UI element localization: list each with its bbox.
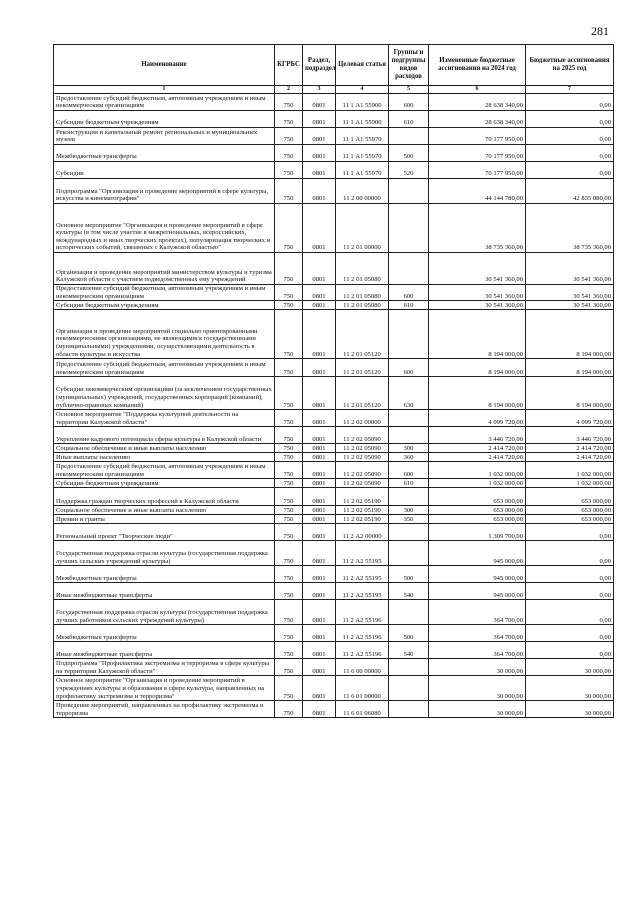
row-amount-2024: 30 541 360,00 bbox=[429, 301, 526, 310]
row-razdel: 0801 bbox=[303, 128, 336, 145]
row-name: Подпрограмма "Профилактика экстремизма и терроризма в сфере культуры на территории Калужской области" bbox=[54, 659, 275, 676]
row-vid-rashodov bbox=[389, 410, 429, 427]
row-cs-program: 11 2 02 05090 bbox=[336, 462, 389, 479]
row-kgrbs: 750 bbox=[275, 377, 303, 410]
row-name: Реконструкция и капитальный ремонт региональных и муниципальных музеев bbox=[54, 128, 275, 145]
row-name: Основное мероприятие "Поддержка культурной деятельности на территории Калужской области" bbox=[54, 410, 275, 427]
table-row bbox=[54, 359, 614, 377]
table-row bbox=[54, 479, 614, 488]
row-name: Социальное обеспечение и иные выплаты населению bbox=[54, 506, 275, 515]
row-name: Предоставление субсидий бюджетным, автономным учреждениям и иным некоммерческим организациям bbox=[54, 94, 275, 111]
table-row bbox=[54, 625, 614, 642]
row-amount-2024: 70 177 950,00 bbox=[429, 145, 526, 162]
row-cs-program: 11 2 01 05120 bbox=[336, 359, 389, 377]
row-cs-program: 11 2 01 05080 bbox=[336, 301, 389, 310]
row-razdel: 0801 bbox=[303, 583, 336, 600]
table-row bbox=[54, 583, 614, 600]
row-kgrbs: 750 bbox=[275, 488, 303, 506]
row-name: Межбюджетные трансферты bbox=[54, 566, 275, 583]
table-row bbox=[54, 128, 614, 145]
row-amount-2025: 0,00 bbox=[526, 541, 614, 566]
row-amount-2025: 30 541 360,00 bbox=[526, 285, 614, 301]
row-razdel: 0801 bbox=[303, 701, 336, 718]
table-row bbox=[54, 659, 614, 676]
row-vid-rashodov: 610 bbox=[389, 111, 429, 128]
row-name: Укрепление кадрового потенциала сферы культуры в Калужской области bbox=[54, 427, 275, 444]
row-name: Межбюджетные трансферты bbox=[54, 625, 275, 642]
row-amount-2025: 3 446 720,00 bbox=[526, 427, 614, 444]
row-cs-program: 11 2 А2 55196 bbox=[336, 642, 389, 659]
row-cs-program: 11 2 02 00000 bbox=[336, 410, 389, 427]
row-razdel: 0801 bbox=[303, 179, 336, 204]
table-row bbox=[54, 506, 614, 515]
row-cs-program: 11 2 02 05090 bbox=[336, 453, 389, 462]
row-name: Подпрограмма "Организация и проведение мероприятий в сфере культуры, искусства и кинематографии" bbox=[54, 179, 275, 204]
col-number: 4 bbox=[336, 86, 389, 94]
row-razdel: 0801 bbox=[303, 111, 336, 128]
row-amount-2024: 8 194 000,00 bbox=[429, 310, 526, 359]
row-vid-rashodov: 600 bbox=[389, 94, 429, 111]
row-vid-rashodov bbox=[389, 310, 429, 359]
row-razdel: 0801 bbox=[303, 94, 336, 111]
row-razdel: 0801 bbox=[303, 600, 336, 625]
row-vid-rashodov: 300 bbox=[389, 444, 429, 453]
row-razdel: 0801 bbox=[303, 444, 336, 453]
table-row bbox=[54, 427, 614, 444]
row-amount-2024: 44 144 780,00 bbox=[429, 179, 526, 204]
page-number: 281 bbox=[591, 24, 609, 38]
row-amount-2025: 0,00 bbox=[526, 145, 614, 162]
row-cs-program: 11 2 А2 55195 bbox=[336, 541, 389, 566]
row-kgrbs: 750 bbox=[275, 444, 303, 453]
row-vid-rashodov bbox=[389, 676, 429, 701]
row-cs-program: 11 6 01 06080 bbox=[336, 701, 389, 718]
row-kgrbs: 750 bbox=[275, 524, 303, 541]
row-amount-2025: 38 735 360,00 bbox=[526, 204, 614, 253]
row-cs-program: 11 2 01 00000 bbox=[336, 204, 389, 253]
table-row bbox=[54, 701, 614, 718]
table-row bbox=[54, 515, 614, 524]
row-razdel: 0801 bbox=[303, 427, 336, 444]
col-number: 5 bbox=[389, 86, 429, 94]
row-kgrbs: 750 bbox=[275, 128, 303, 145]
row-amount-2025: 8 194 000,00 bbox=[526, 359, 614, 377]
row-cs-program: 11 2 02 05190 bbox=[336, 488, 389, 506]
row-amount-2025: 0,00 bbox=[526, 111, 614, 128]
table-row bbox=[54, 253, 614, 285]
row-amount-2024: 1 309 700,00 bbox=[429, 524, 526, 541]
row-amount-2024: 2 414 720,00 bbox=[429, 444, 526, 453]
row-amount-2025: 0,00 bbox=[526, 162, 614, 179]
row-amount-2025: 30 000,00 bbox=[526, 676, 614, 701]
row-name: Иные выплаты населению bbox=[54, 453, 275, 462]
row-amount-2024: 8 194 000,00 bbox=[429, 359, 526, 377]
row-amount-2024: 30 541 360,00 bbox=[429, 285, 526, 301]
row-amount-2024: 38 735 360,00 bbox=[429, 204, 526, 253]
row-amount-2024: 653 000,00 bbox=[429, 488, 526, 506]
budget-table bbox=[53, 44, 614, 718]
row-kgrbs: 750 bbox=[275, 310, 303, 359]
row-amount-2025: 0,00 bbox=[526, 566, 614, 583]
row-amount-2024: 70 177 950,00 bbox=[429, 128, 526, 145]
row-vid-rashodov: 540 bbox=[389, 583, 429, 600]
row-vid-rashodov: 610 bbox=[389, 301, 429, 310]
row-vid-rashodov: 600 bbox=[389, 359, 429, 377]
header-2024: Измененные бюджетные ассигнования на 2024 год bbox=[429, 45, 526, 86]
row-amount-2024: 28 638 340,00 bbox=[429, 111, 526, 128]
row-name: Премии и гранты bbox=[54, 515, 275, 524]
row-amount-2025: 30 000,00 bbox=[526, 659, 614, 676]
row-name: Организация и проведение мероприятий министерством культуры и туризма Калужской области с участием подведомственных ему учреждений bbox=[54, 253, 275, 285]
row-amount-2024: 1 032 000,00 bbox=[429, 462, 526, 479]
row-vid-rashodov bbox=[389, 600, 429, 625]
row-name: Основное мероприятие "Организация и проведение мероприятий в сфере культуры (в том числе участие в межрегиональных, всероссийских, международных и иных творческих проектах), популяризация творческих и исторических событий, связанных с Калужской областью" bbox=[54, 204, 275, 253]
row-kgrbs: 750 bbox=[275, 253, 303, 285]
col-number: 7 bbox=[526, 86, 614, 94]
row-cs-program: 11 2 02 05090 bbox=[336, 444, 389, 453]
table-row bbox=[54, 676, 614, 701]
row-cs-program: 11 2 А2 55195 bbox=[336, 566, 389, 583]
header-kgrbs: КГРБС bbox=[275, 45, 303, 86]
row-amount-2024: 2 414 720,00 bbox=[429, 453, 526, 462]
row-razdel: 0801 bbox=[303, 515, 336, 524]
row-name: Проведение мероприятий, направленных на профилактику экстремизма и терроризма bbox=[54, 701, 275, 718]
row-vid-rashodov bbox=[389, 204, 429, 253]
row-name: Предоставление субсидий бюджетным, автономным учреждениям и иным некоммерческим организациям bbox=[54, 462, 275, 479]
row-razdel: 0801 bbox=[303, 479, 336, 488]
row-vid-rashodov bbox=[389, 128, 429, 145]
row-amount-2024: 30 000,00 bbox=[429, 659, 526, 676]
row-cs-program: 11 2 А2 00000 bbox=[336, 524, 389, 541]
row-amount-2025: 2 414 720,00 bbox=[526, 453, 614, 462]
row-vid-rashodov: 600 bbox=[389, 285, 429, 301]
row-kgrbs: 750 bbox=[275, 410, 303, 427]
row-vid-rashodov: 300 bbox=[389, 506, 429, 515]
table-row bbox=[54, 462, 614, 479]
row-amount-2025: 2 414 720,00 bbox=[526, 444, 614, 453]
row-name: Субсидии бюджетным учреждениям bbox=[54, 301, 275, 310]
row-name: Субсидии bbox=[54, 162, 275, 179]
row-cs-program: 11 2 А2 55196 bbox=[336, 600, 389, 625]
row-amount-2024: 3 446 720,00 bbox=[429, 427, 526, 444]
row-kgrbs: 750 bbox=[275, 204, 303, 253]
row-razdel: 0801 bbox=[303, 676, 336, 701]
row-amount-2025: 4 099 720,00 bbox=[526, 410, 614, 427]
row-amount-2025: 0,00 bbox=[526, 600, 614, 625]
row-amount-2025: 8 194 000,00 bbox=[526, 310, 614, 359]
row-razdel: 0801 bbox=[303, 301, 336, 310]
header-name: Наименование bbox=[54, 45, 275, 86]
row-name: Субсидии бюджетным учреждениям bbox=[54, 479, 275, 488]
table-row bbox=[54, 524, 614, 541]
table-row bbox=[54, 111, 614, 128]
row-razdel: 0801 bbox=[303, 359, 336, 377]
row-amount-2025: 0,00 bbox=[526, 625, 614, 642]
row-vid-rashodov: 350 bbox=[389, 515, 429, 524]
row-amount-2024: 1 032 000,00 bbox=[429, 479, 526, 488]
row-cs-program: 11 2 00 00000 bbox=[336, 179, 389, 204]
row-cs-program: 11 1 А1 55970 bbox=[336, 128, 389, 145]
row-cs-program: 11 2 02 05090 bbox=[336, 427, 389, 444]
row-kgrbs: 750 bbox=[275, 145, 303, 162]
table-row bbox=[54, 600, 614, 625]
row-cs-program: 11 1 А1 55970 bbox=[336, 162, 389, 179]
row-name: Региональный проект "Творческие люди" bbox=[54, 524, 275, 541]
row-kgrbs: 750 bbox=[275, 625, 303, 642]
row-amount-2024: 8 194 000,00 bbox=[429, 377, 526, 410]
row-amount-2024: 653 000,00 bbox=[429, 515, 526, 524]
row-amount-2025: 30 000,00 bbox=[526, 701, 614, 718]
row-razdel: 0801 bbox=[303, 488, 336, 506]
row-kgrbs: 750 bbox=[275, 541, 303, 566]
row-razdel: 0801 bbox=[303, 410, 336, 427]
row-razdel: 0801 bbox=[303, 659, 336, 676]
row-kgrbs: 750 bbox=[275, 659, 303, 676]
row-amount-2025: 1 032 000,00 bbox=[526, 462, 614, 479]
row-razdel: 0801 bbox=[303, 253, 336, 285]
row-razdel: 0801 bbox=[303, 204, 336, 253]
table-row bbox=[54, 204, 614, 253]
row-cs-program: 11 2 01 05120 bbox=[336, 377, 389, 410]
table-row bbox=[54, 94, 614, 111]
row-amount-2024: 945 000,00 bbox=[429, 541, 526, 566]
row-razdel: 0801 bbox=[303, 162, 336, 179]
row-razdel: 0801 bbox=[303, 310, 336, 359]
row-cs-program: 11 6 00 00000 bbox=[336, 659, 389, 676]
row-razdel: 0801 bbox=[303, 541, 336, 566]
row-vid-rashodov bbox=[389, 541, 429, 566]
row-name: Предоставление субсидий бюджетным, автономным учреждениям и иным некоммерческим организациям bbox=[54, 359, 275, 377]
row-cs-program: 11 2 А2 55195 bbox=[336, 583, 389, 600]
row-kgrbs: 750 bbox=[275, 111, 303, 128]
row-vid-rashodov: 600 bbox=[389, 462, 429, 479]
row-amount-2025: 42 835 080,00 bbox=[526, 179, 614, 204]
row-name: Предоставление субсидий бюджетным, автономным учреждениям и иным некоммерческим организациям bbox=[54, 285, 275, 301]
row-name: Субсидии некоммерческим организациям (за исключением государственных (муниципальных) учреждений, государственных корпораций (компаний), публично-правовых компаний) bbox=[54, 377, 275, 410]
row-kgrbs: 750 bbox=[275, 506, 303, 515]
table-row bbox=[54, 541, 614, 566]
row-vid-rashodov: 540 bbox=[389, 642, 429, 659]
row-cs-program: 11 2 02 05190 bbox=[336, 506, 389, 515]
row-razdel: 0801 bbox=[303, 524, 336, 541]
row-amount-2024: 364 700,00 bbox=[429, 625, 526, 642]
row-amount-2025: 0,00 bbox=[526, 94, 614, 111]
row-kgrbs: 750 bbox=[275, 162, 303, 179]
row-cs-program: 11 2 01 05120 bbox=[336, 310, 389, 359]
row-kgrbs: 750 bbox=[275, 676, 303, 701]
row-vid-rashodov: 630 bbox=[389, 377, 429, 410]
row-kgrbs: 750 bbox=[275, 566, 303, 583]
row-razdel: 0801 bbox=[303, 642, 336, 659]
header-razdel: Раздел, подраздел bbox=[303, 45, 336, 86]
row-kgrbs: 750 bbox=[275, 600, 303, 625]
row-vid-rashodov: 610 bbox=[389, 479, 429, 488]
row-amount-2024: 945 000,00 bbox=[429, 583, 526, 600]
table-row bbox=[54, 444, 614, 453]
row-cs-program: 11 2 02 05090 bbox=[336, 479, 389, 488]
row-amount-2024: 30 000,00 bbox=[429, 701, 526, 718]
row-razdel: 0801 bbox=[303, 145, 336, 162]
row-cs-program: 11 2 02 05190 bbox=[336, 515, 389, 524]
col-number: 3 bbox=[303, 86, 336, 94]
row-razdel: 0801 bbox=[303, 453, 336, 462]
row-vid-rashodov: 360 bbox=[389, 453, 429, 462]
row-amount-2024: 945 000,00 bbox=[429, 566, 526, 583]
row-name: Иные межбюджетные трансферты bbox=[54, 642, 275, 659]
row-name: Основное мероприятие "Организация и проведение мероприятий в учреждениях культуры и образования в сфере культуры, направленных на профилактику экстремизма и терроризма" bbox=[54, 676, 275, 701]
row-name: Государственная поддержка отрасли культуры (государственная поддержка лучших сельских учреждений культуры) bbox=[54, 541, 275, 566]
row-amount-2025: 653 000,00 bbox=[526, 488, 614, 506]
table-row bbox=[54, 310, 614, 359]
row-amount-2025: 0,00 bbox=[526, 524, 614, 541]
row-cs-program: 11 1 А1 55900 bbox=[336, 94, 389, 111]
table-row bbox=[54, 179, 614, 204]
row-name: Поддержка граждан творческих профессий в Калужской области bbox=[54, 488, 275, 506]
row-cs-program: 11 6 01 00000 bbox=[336, 676, 389, 701]
row-cs-program: 11 2 01 05080 bbox=[336, 253, 389, 285]
row-vid-rashodov bbox=[389, 659, 429, 676]
col-number: 6 bbox=[429, 86, 526, 94]
row-kgrbs: 750 bbox=[275, 94, 303, 111]
row-cs-program: 11 2 01 05080 bbox=[336, 285, 389, 301]
table-row bbox=[54, 145, 614, 162]
row-amount-2024: 30 000,00 bbox=[429, 676, 526, 701]
row-amount-2025: 30 541 360,00 bbox=[526, 301, 614, 310]
table-row bbox=[54, 410, 614, 427]
row-amount-2025: 30 541 360,00 bbox=[526, 253, 614, 285]
row-razdel: 0801 bbox=[303, 566, 336, 583]
row-amount-2024: 4 099 720,00 bbox=[429, 410, 526, 427]
row-kgrbs: 750 bbox=[275, 515, 303, 524]
row-vid-rashodov bbox=[389, 179, 429, 204]
table-row bbox=[54, 285, 614, 301]
row-kgrbs: 750 bbox=[275, 285, 303, 301]
row-amount-2025: 0,00 bbox=[526, 128, 614, 145]
col-number: 1 bbox=[54, 86, 275, 94]
header-celevaya: Целевая статья bbox=[336, 45, 389, 86]
row-vid-rashodov bbox=[389, 253, 429, 285]
header-2025: Бюджетные ассигнования на 2025 год bbox=[526, 45, 614, 86]
row-vid-rashodov: 520 bbox=[389, 162, 429, 179]
table-body bbox=[54, 94, 614, 718]
row-kgrbs: 750 bbox=[275, 583, 303, 600]
row-razdel: 0801 bbox=[303, 285, 336, 301]
row-name: Социальное обеспечение и иные выплаты населению bbox=[54, 444, 275, 453]
row-name: Межбюджетные трансферты bbox=[54, 145, 275, 162]
row-name: Государственная поддержка отрасли культуры (государственная поддержка лучших работников сельских учреждений культуры) bbox=[54, 600, 275, 625]
row-razdel: 0801 bbox=[303, 462, 336, 479]
row-kgrbs: 750 bbox=[275, 701, 303, 718]
row-amount-2025: 653 000,00 bbox=[526, 515, 614, 524]
row-amount-2025: 8 194 000,00 bbox=[526, 377, 614, 410]
row-name: Организация и проведение мероприятий социально ориентированными некоммерческими организациями, не являющимися государственными (муниципальными) учреждениями, осуществляющими деятельность в области культуры и искусства bbox=[54, 310, 275, 359]
row-kgrbs: 750 bbox=[275, 427, 303, 444]
row-kgrbs: 750 bbox=[275, 453, 303, 462]
row-kgrbs: 750 bbox=[275, 479, 303, 488]
row-vid-rashodov bbox=[389, 427, 429, 444]
row-vid-rashodov: 500 bbox=[389, 145, 429, 162]
row-amount-2024: 653 000,00 bbox=[429, 506, 526, 515]
table-row bbox=[54, 566, 614, 583]
row-cs-program: 11 1 А1 55900 bbox=[336, 111, 389, 128]
table-row bbox=[54, 642, 614, 659]
table-row bbox=[54, 453, 614, 462]
row-cs-program: 11 2 А2 55196 bbox=[336, 625, 389, 642]
row-amount-2024: 28 638 340,00 bbox=[429, 94, 526, 111]
row-kgrbs: 750 bbox=[275, 462, 303, 479]
table-row bbox=[54, 488, 614, 506]
row-vid-rashodov bbox=[389, 488, 429, 506]
table-row bbox=[54, 162, 614, 179]
row-razdel: 0801 bbox=[303, 377, 336, 410]
row-kgrbs: 750 bbox=[275, 359, 303, 377]
row-vid-rashodov: 500 bbox=[389, 566, 429, 583]
row-name: Субсидии бюджетным учреждениям bbox=[54, 111, 275, 128]
row-vid-rashodov: 500 bbox=[389, 625, 429, 642]
row-amount-2025: 0,00 bbox=[526, 583, 614, 600]
row-kgrbs: 750 bbox=[275, 301, 303, 310]
row-amount-2024: 364 700,00 bbox=[429, 642, 526, 659]
row-vid-rashodov bbox=[389, 701, 429, 718]
row-razdel: 0801 bbox=[303, 506, 336, 515]
row-vid-rashodov bbox=[389, 524, 429, 541]
row-amount-2025: 0,00 bbox=[526, 642, 614, 659]
header-vid: Группы и подгруппы видов расходов bbox=[389, 45, 429, 86]
row-amount-2024: 30 541 360,00 bbox=[429, 253, 526, 285]
row-kgrbs: 750 bbox=[275, 179, 303, 204]
table-row bbox=[54, 377, 614, 410]
row-amount-2025: 1 032 000,00 bbox=[526, 479, 614, 488]
row-razdel: 0801 bbox=[303, 625, 336, 642]
table-row bbox=[54, 301, 614, 310]
row-name: Иные межбюджетные трансферты bbox=[54, 583, 275, 600]
row-amount-2025: 653 000,00 bbox=[526, 506, 614, 515]
row-amount-2024: 70 177 950,00 bbox=[429, 162, 526, 179]
row-amount-2024: 364 700,00 bbox=[429, 600, 526, 625]
row-kgrbs: 750 bbox=[275, 642, 303, 659]
col-number: 2 bbox=[275, 86, 303, 94]
row-cs-program: 11 1 А1 55970 bbox=[336, 145, 389, 162]
